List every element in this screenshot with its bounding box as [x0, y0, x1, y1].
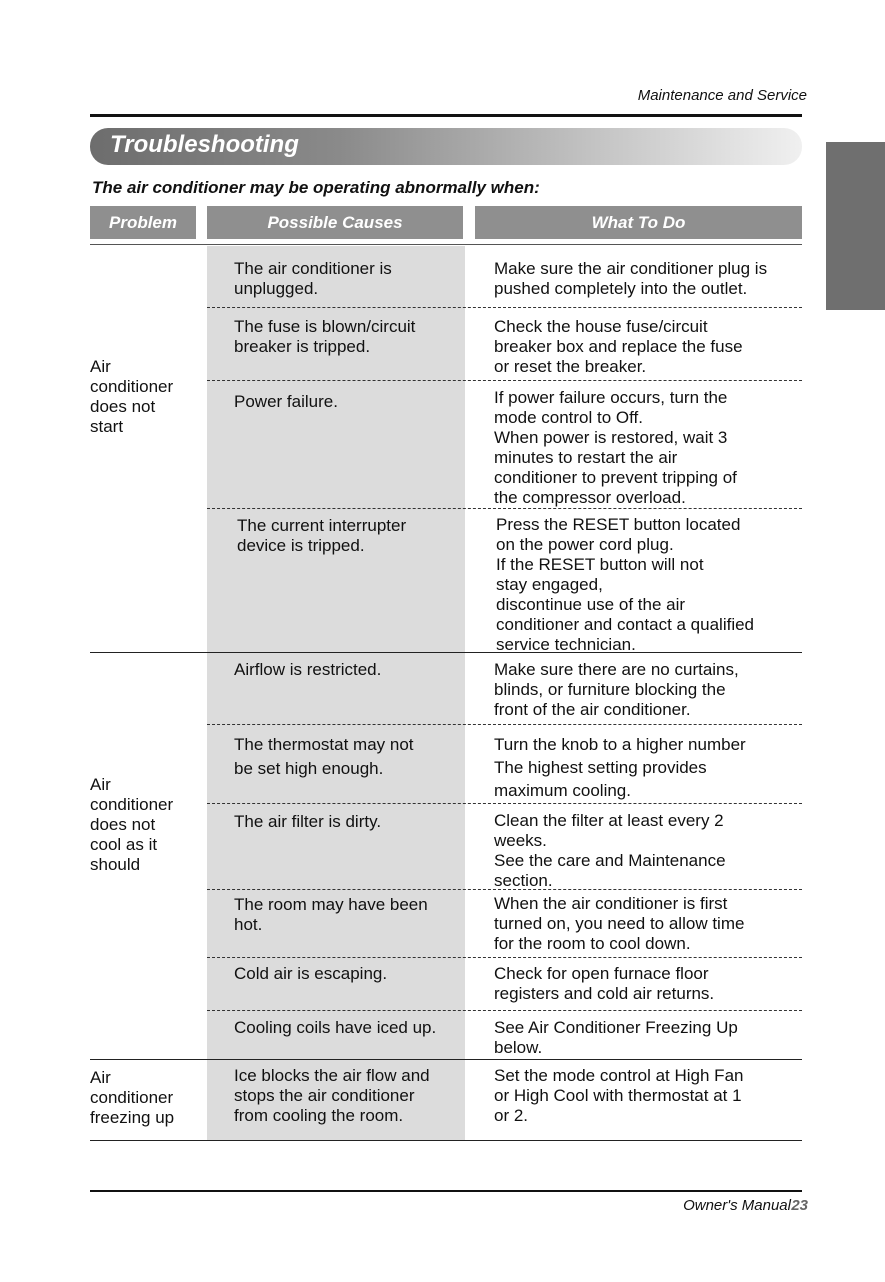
footer-label: Owner's Manual: [683, 1197, 791, 1214]
problem-does-not-start: Air conditioner does not start: [90, 357, 174, 436]
cause-filter: The air filter is dirty.: [234, 812, 382, 831]
cause-room-hot: The room may have been hot.: [234, 895, 428, 934]
cause-thermostat: The thermostat may not be set high enough.: [234, 735, 414, 778]
todo-airflow: Make sure there are no curtains, blinds, or furniture blocking the front of the air conditioner.: [494, 660, 739, 719]
row-divider: [207, 380, 802, 381]
cause-power-failure: Power failure.: [234, 392, 338, 411]
problem-does-not-cool: Air conditioner does not cool as it should: [90, 775, 174, 874]
column-header-todo: What To Do: [475, 206, 802, 239]
todo-cold-air: Check for open furnace floor registers and cold air returns.: [494, 964, 715, 1003]
table-bottom-rule: [90, 1140, 802, 1141]
cause-unplugged: The air conditioner is unplugged.: [234, 259, 392, 298]
cause-interrupter: The current interrupter device is tripped.: [237, 516, 407, 555]
todo-power-failure: If power failure occurs, turn the mode control to Off. When power is restored, wait 3 minutes to restart the air conditioner to prevent tripping of the compressor overload.: [494, 388, 737, 507]
section-header: Maintenance and Service: [637, 87, 807, 104]
page-number: 23: [791, 1197, 808, 1214]
table-top-rule: [90, 244, 802, 245]
footer-rule: [90, 1190, 802, 1192]
todo-iced-coils: See Air Conditioner Freezing Up below.: [494, 1018, 738, 1057]
column-header-causes: Possible Causes: [207, 206, 463, 239]
problem-freezing-up: Air conditioner freezing up: [90, 1068, 175, 1127]
header-rule: [90, 114, 802, 117]
todo-room-hot: When the air conditioner is first turned on, you need to allow time for the room to cool down.: [494, 894, 745, 953]
cause-ice-blocks: Ice blocks the air flow and stops the air conditioner from cooling the room.: [234, 1066, 430, 1125]
todo-interrupter: Press the RESET button located on the power cord plug. If the RESET button will not stay engaged, discontinue use of the air conditioner and contact a qualified service technician.: [496, 515, 755, 654]
title-bar: [90, 128, 802, 165]
cause-airflow: Airflow is restricted.: [234, 660, 382, 679]
row-divider: [207, 307, 802, 308]
cause-fuse: The fuse is blown/circuit breaker is tripped.: [234, 317, 416, 356]
todo-thermostat: Turn the knob to a higher number The highest setting provides maximum cooling.: [494, 735, 746, 800]
row-divider: [207, 957, 802, 958]
todo-filter: Clean the filter at least every 2 weeks. See the care and Maintenance section.: [494, 811, 726, 890]
cause-cold-air: Cold air is escaping.: [234, 964, 388, 983]
group-rule: [90, 1059, 802, 1060]
todo-ice-blocks: Set the mode control at High Fan or High Cool with thermostat at 1 or 2.: [494, 1066, 744, 1125]
cause-iced-coils: Cooling coils have iced up.: [234, 1018, 437, 1037]
row-divider: [207, 803, 802, 804]
todo-unplugged: Make sure the air conditioner plug is pushed completely into the outlet.: [494, 259, 768, 298]
row-divider: [207, 1010, 802, 1011]
intro-text: The air conditioner may be operating abnormally when:: [92, 178, 540, 197]
row-divider: [207, 508, 802, 509]
row-divider: [207, 724, 802, 725]
section-tab: [826, 142, 885, 310]
todo-fuse: Check the house fuse/circuit breaker box and replace the fuse or reset the breaker.: [494, 317, 743, 376]
column-header-problem: Problem: [90, 206, 196, 239]
page-title: Troubleshooting: [110, 131, 299, 158]
